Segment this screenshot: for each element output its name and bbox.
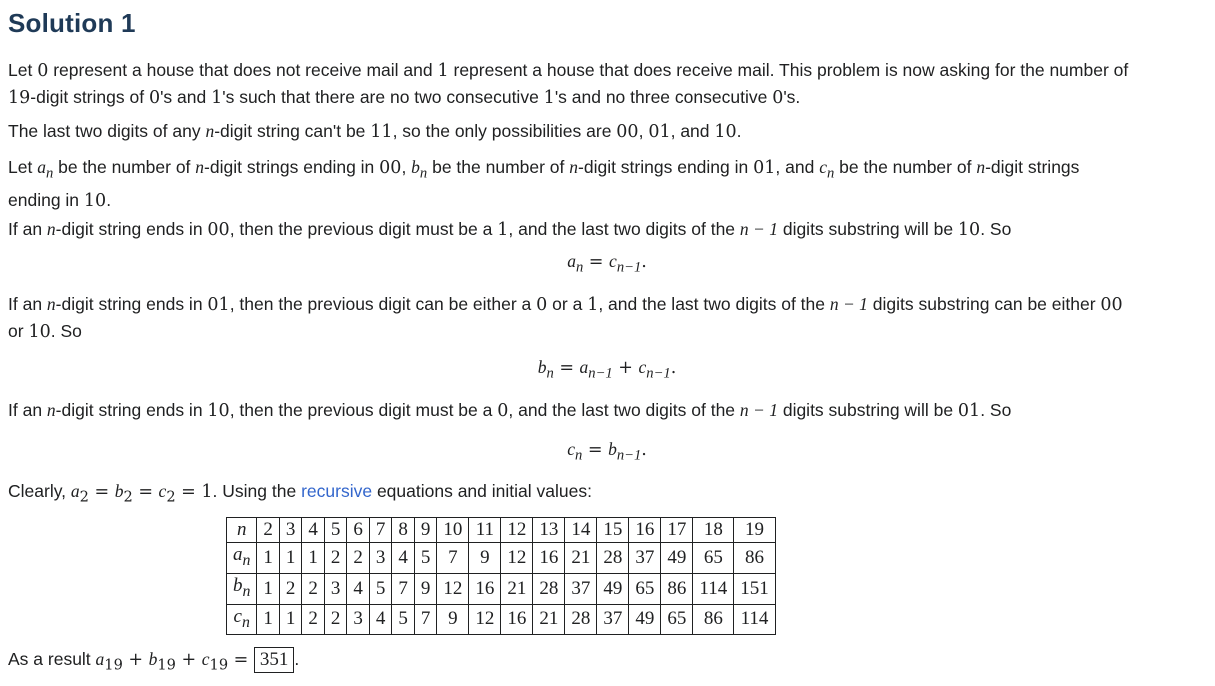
equation-a-n: $a_n = c_{n-1}$. <box>567 251 647 276</box>
paragraph-case-01: If an n-digit string ends in 01, then the previous digit can be either a 0 or a 1, and the last two digits of the n − 1 digits substring can be either 00 or 10. So <box>8 294 1123 342</box>
table-cell: 65 <box>661 604 693 635</box>
table-cell: 49 <box>629 604 661 635</box>
table-cell: 49 <box>597 573 629 604</box>
table-cell: 2 <box>347 543 370 574</box>
table-cell: 2 <box>324 543 347 574</box>
table-row <box>227 543 776 574</box>
table-row <box>227 573 776 604</box>
table-cell: 16 <box>629 518 661 543</box>
table-cell: 14 <box>565 518 597 543</box>
table-cell: 11 <box>469 518 501 543</box>
table-cell: 86 <box>693 604 734 635</box>
table-cell: 4 <box>369 604 392 635</box>
table-cell: 10 <box>437 518 469 543</box>
paragraph-case-00: If an n-digit string ends in 00, then the previous digit must be a 1, and the last two digits of the n − 1 digits substring will be 10. So <box>8 219 1012 240</box>
table-cell: 21 <box>565 543 597 574</box>
table-cell: 37 <box>629 543 661 574</box>
table-cell: 2 <box>302 573 325 604</box>
paragraph-result: As a result $a_{19} + b_{19} + c_{19} = 351$ . <box>8 649 300 674</box>
table-cell: 151 <box>734 573 776 604</box>
table-cell: 15 <box>597 518 629 543</box>
values-table <box>226 517 776 635</box>
table-cell: 2 <box>279 573 302 604</box>
table-cell: 65 <box>693 543 734 574</box>
table-cell: 6 <box>347 518 370 543</box>
table-cell: 2 <box>324 604 347 635</box>
table-cell: 9 <box>414 518 437 543</box>
table-cell: 12 <box>501 543 533 574</box>
table-cell: 65 <box>629 573 661 604</box>
table-cell: 16 <box>533 543 565 574</box>
paragraph-definitions: Let $a_n$ be the number of n-digit strings ending in 00, $b_n$ be the number of n-digit strings ending in 01, and $c_n$ be the number of n-digit strings ending in 10. <box>8 157 1080 211</box>
row-header: $a_n$ <box>227 543 257 574</box>
table-cell: 3 <box>369 543 392 574</box>
paragraph-last-digits: The last two digits of any n-digit string can't be 11, so the only possibilities are 00, 01, and 10. <box>8 121 742 142</box>
table-cell: 5 <box>414 543 437 574</box>
table-cell: 37 <box>597 604 629 635</box>
table-row <box>227 604 776 635</box>
table-cell: 3 <box>279 518 302 543</box>
table-cell: 28 <box>597 543 629 574</box>
table-cell: 21 <box>533 604 565 635</box>
table-cell: 28 <box>533 573 565 604</box>
table-cell: 19 <box>734 518 776 543</box>
table-cell: 12 <box>501 518 533 543</box>
paragraph-initial-values: Clearly, $a_2 = b_2 = c_2 = 1$. Using the recursive equations and initial values: <box>8 481 592 506</box>
row-header: n <box>227 518 257 543</box>
table-cell: 8 <box>392 518 415 543</box>
answer-box: 351 <box>254 647 295 673</box>
table-cell: 5 <box>324 518 347 543</box>
table-cell: 86 <box>734 543 776 574</box>
section-title: Solution 1 <box>8 8 136 38</box>
table-cell: 17 <box>661 518 693 543</box>
table-cell: 5 <box>392 604 415 635</box>
table-cell: 3 <box>347 604 370 635</box>
table-cell: 12 <box>437 573 469 604</box>
row-header: $b_n$ <box>227 573 257 604</box>
paragraph-case-10: If an n-digit string ends in 10, then the previous digit must be a 0, and the last two digits of the n − 1 digits substring will be 01. So <box>8 400 1012 421</box>
table-cell: 1 <box>279 604 302 635</box>
equation-b-n: $b_n = a_{n-1} + c_{n-1}$. <box>537 357 677 382</box>
table-cell: 9 <box>469 543 501 574</box>
table-cell: 16 <box>469 573 501 604</box>
table-cell: 21 <box>501 573 533 604</box>
table-cell: 7 <box>414 604 437 635</box>
table-cell: 18 <box>693 518 734 543</box>
table-cell: 7 <box>392 573 415 604</box>
table-cell: 114 <box>693 573 734 604</box>
table-cell: 4 <box>347 573 370 604</box>
table-cell: 28 <box>565 604 597 635</box>
table-cell: 1 <box>257 573 280 604</box>
recursive-link[interactable]: recursive <box>301 481 373 501</box>
table-cell: 1 <box>302 543 325 574</box>
table-cell: 1 <box>279 543 302 574</box>
table-cell: 2 <box>302 604 325 635</box>
table-cell: 4 <box>392 543 415 574</box>
table-cell: 5 <box>369 573 392 604</box>
table-cell: 1 <box>257 604 280 635</box>
table-cell: 9 <box>437 604 469 635</box>
table-cell: 13 <box>533 518 565 543</box>
table-cell: 3 <box>324 573 347 604</box>
table-cell: 16 <box>501 604 533 635</box>
table-cell: 2 <box>257 518 280 543</box>
table-cell: 9 <box>414 573 437 604</box>
table-cell: 49 <box>661 543 693 574</box>
paragraph-representation: Let 0 represent a house that does not receive mail and 1 represent a house that does receive mail. This problem is now asking for the number of 19-digit strings of 0's and 1's such that there are no two consecutive 1's and no three consecutive 0's. <box>8 60 1129 108</box>
table-cell: 7 <box>369 518 392 543</box>
row-header: $c_n$ <box>227 604 257 635</box>
table-cell: 114 <box>734 604 776 635</box>
table-cell: 7 <box>437 543 469 574</box>
table-cell: 4 <box>302 518 325 543</box>
equation-c-n: $c_n = b_{n-1}$. <box>567 439 647 464</box>
table-cell: 37 <box>565 573 597 604</box>
table-cell: 86 <box>661 573 693 604</box>
table-row <box>227 518 776 543</box>
table-cell: 1 <box>257 543 280 574</box>
table-cell: 12 <box>469 604 501 635</box>
